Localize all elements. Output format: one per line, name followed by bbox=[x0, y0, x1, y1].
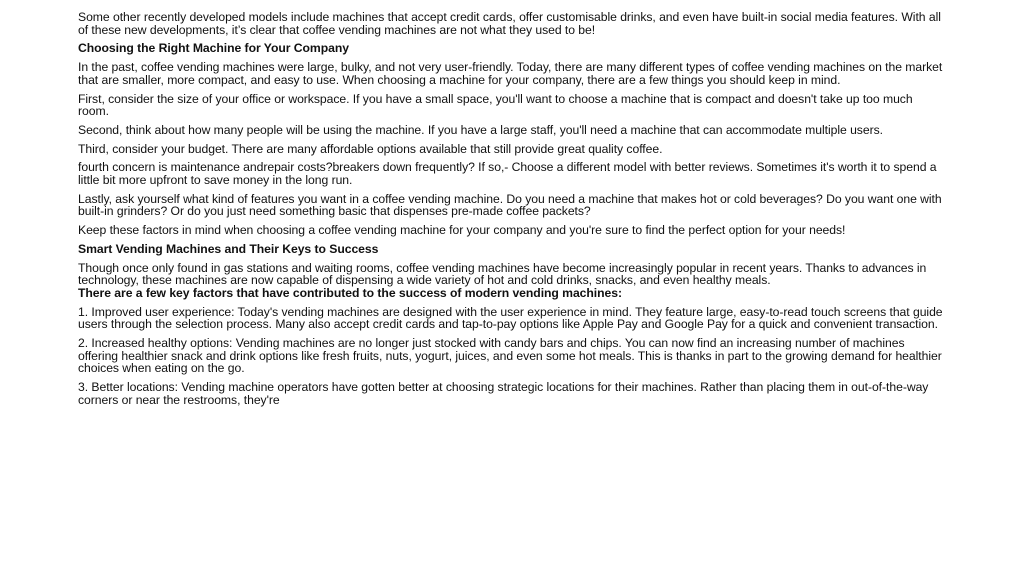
paragraph-keep-in-mind: Keep these factors in mind when choosing a coffee vending machine for your company and you're sure to find the perfect option for your needs! bbox=[78, 223, 846, 238]
paragraph-first-size: First, consider the size of your office or workspace. If you have a small space, you'll want to choose a machine that is compact and doesn't take up too much room. bbox=[78, 91, 913, 119]
paragraph-once-only-found: Though once only found in gas stations and waiting rooms, coffee vending machines have become increasingly popular in recent years. Thanks to advances in technology, these machines are now capable of dispensing a wide variety of hot and cold drinks, snacks, and even healthy meals. bbox=[78, 260, 927, 288]
list-item-user-experience: 1. Improved user experience: Today's vending machines are designed with the user experience in mind. They feature large, easy-to-read touch screens that guide users through the selection process. Many also accept credit cards and tap-to-pay options like Apple Pay and Google Pay for a quick and convenient transaction. bbox=[78, 304, 943, 332]
heading-smart-vending: Smart Vending Machines and Their Keys to Success bbox=[78, 242, 379, 256]
list-item-healthy-options: 2. Increased healthy options: Vending machines are no longer just stocked with candy bars and chips. You can now find an increasing number of machines offering healthier snack and drink options like fresh fruits, nuts, yogurt, juices, and even some hot meals. This is thanks in part to the growing demand for healthier choices when eating on the go. bbox=[78, 336, 942, 376]
heading-choosing-machine: Choosing the Right Machine for Your Company bbox=[78, 41, 349, 56]
paragraph-fourth-maintenance: fourth concern is maintenance andrepair costs?breakers down frequently? If so,- Choose a different model with better reviews. Sometimes it's worth it to spend a little bit more upfront to save money in the long run. bbox=[78, 160, 937, 188]
paragraph-lastly-features: Lastly, ask yourself what kind of features you want in a coffee vending machine. Do you need a machine that makes hot or cold beverages? Do you want one with built-in grinders? Or do you just need something basic that dispenses pre-made coffee packets? bbox=[78, 191, 942, 219]
document-body bbox=[78, 11, 946, 412]
paragraph-third-budget: Third, consider your budget. There are many affordable options available that still provide great quality coffee. bbox=[78, 141, 663, 156]
heading-key-factors: There are a few key factors that have contributed to the success of modern vending machines: bbox=[78, 285, 622, 300]
paragraph-past-machines: In the past, coffee vending machines were large, bulky, and not very user-friendly. Today, there are many different types of coffee vending machines on the market that are smaller, more compact, and easy to use. When choosing a machine for your company, there are a few things you should keep in mind. bbox=[78, 60, 943, 87]
paragraph-second-users: Second, think about how many people will be using the machine. If you have a large staff, you'll need a machine that can accommodate multiple users. bbox=[78, 122, 883, 137]
list-item-better-locations: 3. Better locations: Vending machine operators have gotten better at choosing strategic locations for their machines. Rather than placing them in out-of-the-way corners or near the restrooms, they're bbox=[78, 380, 929, 407]
paragraph-intro-new-models: Some other recently developed models include machines that accept credit cards, offer customisable drinks, and even have built-in social media features. With all of these new developments, it’s clear that coffee vending machines are not what they used to be! bbox=[78, 10, 941, 37]
